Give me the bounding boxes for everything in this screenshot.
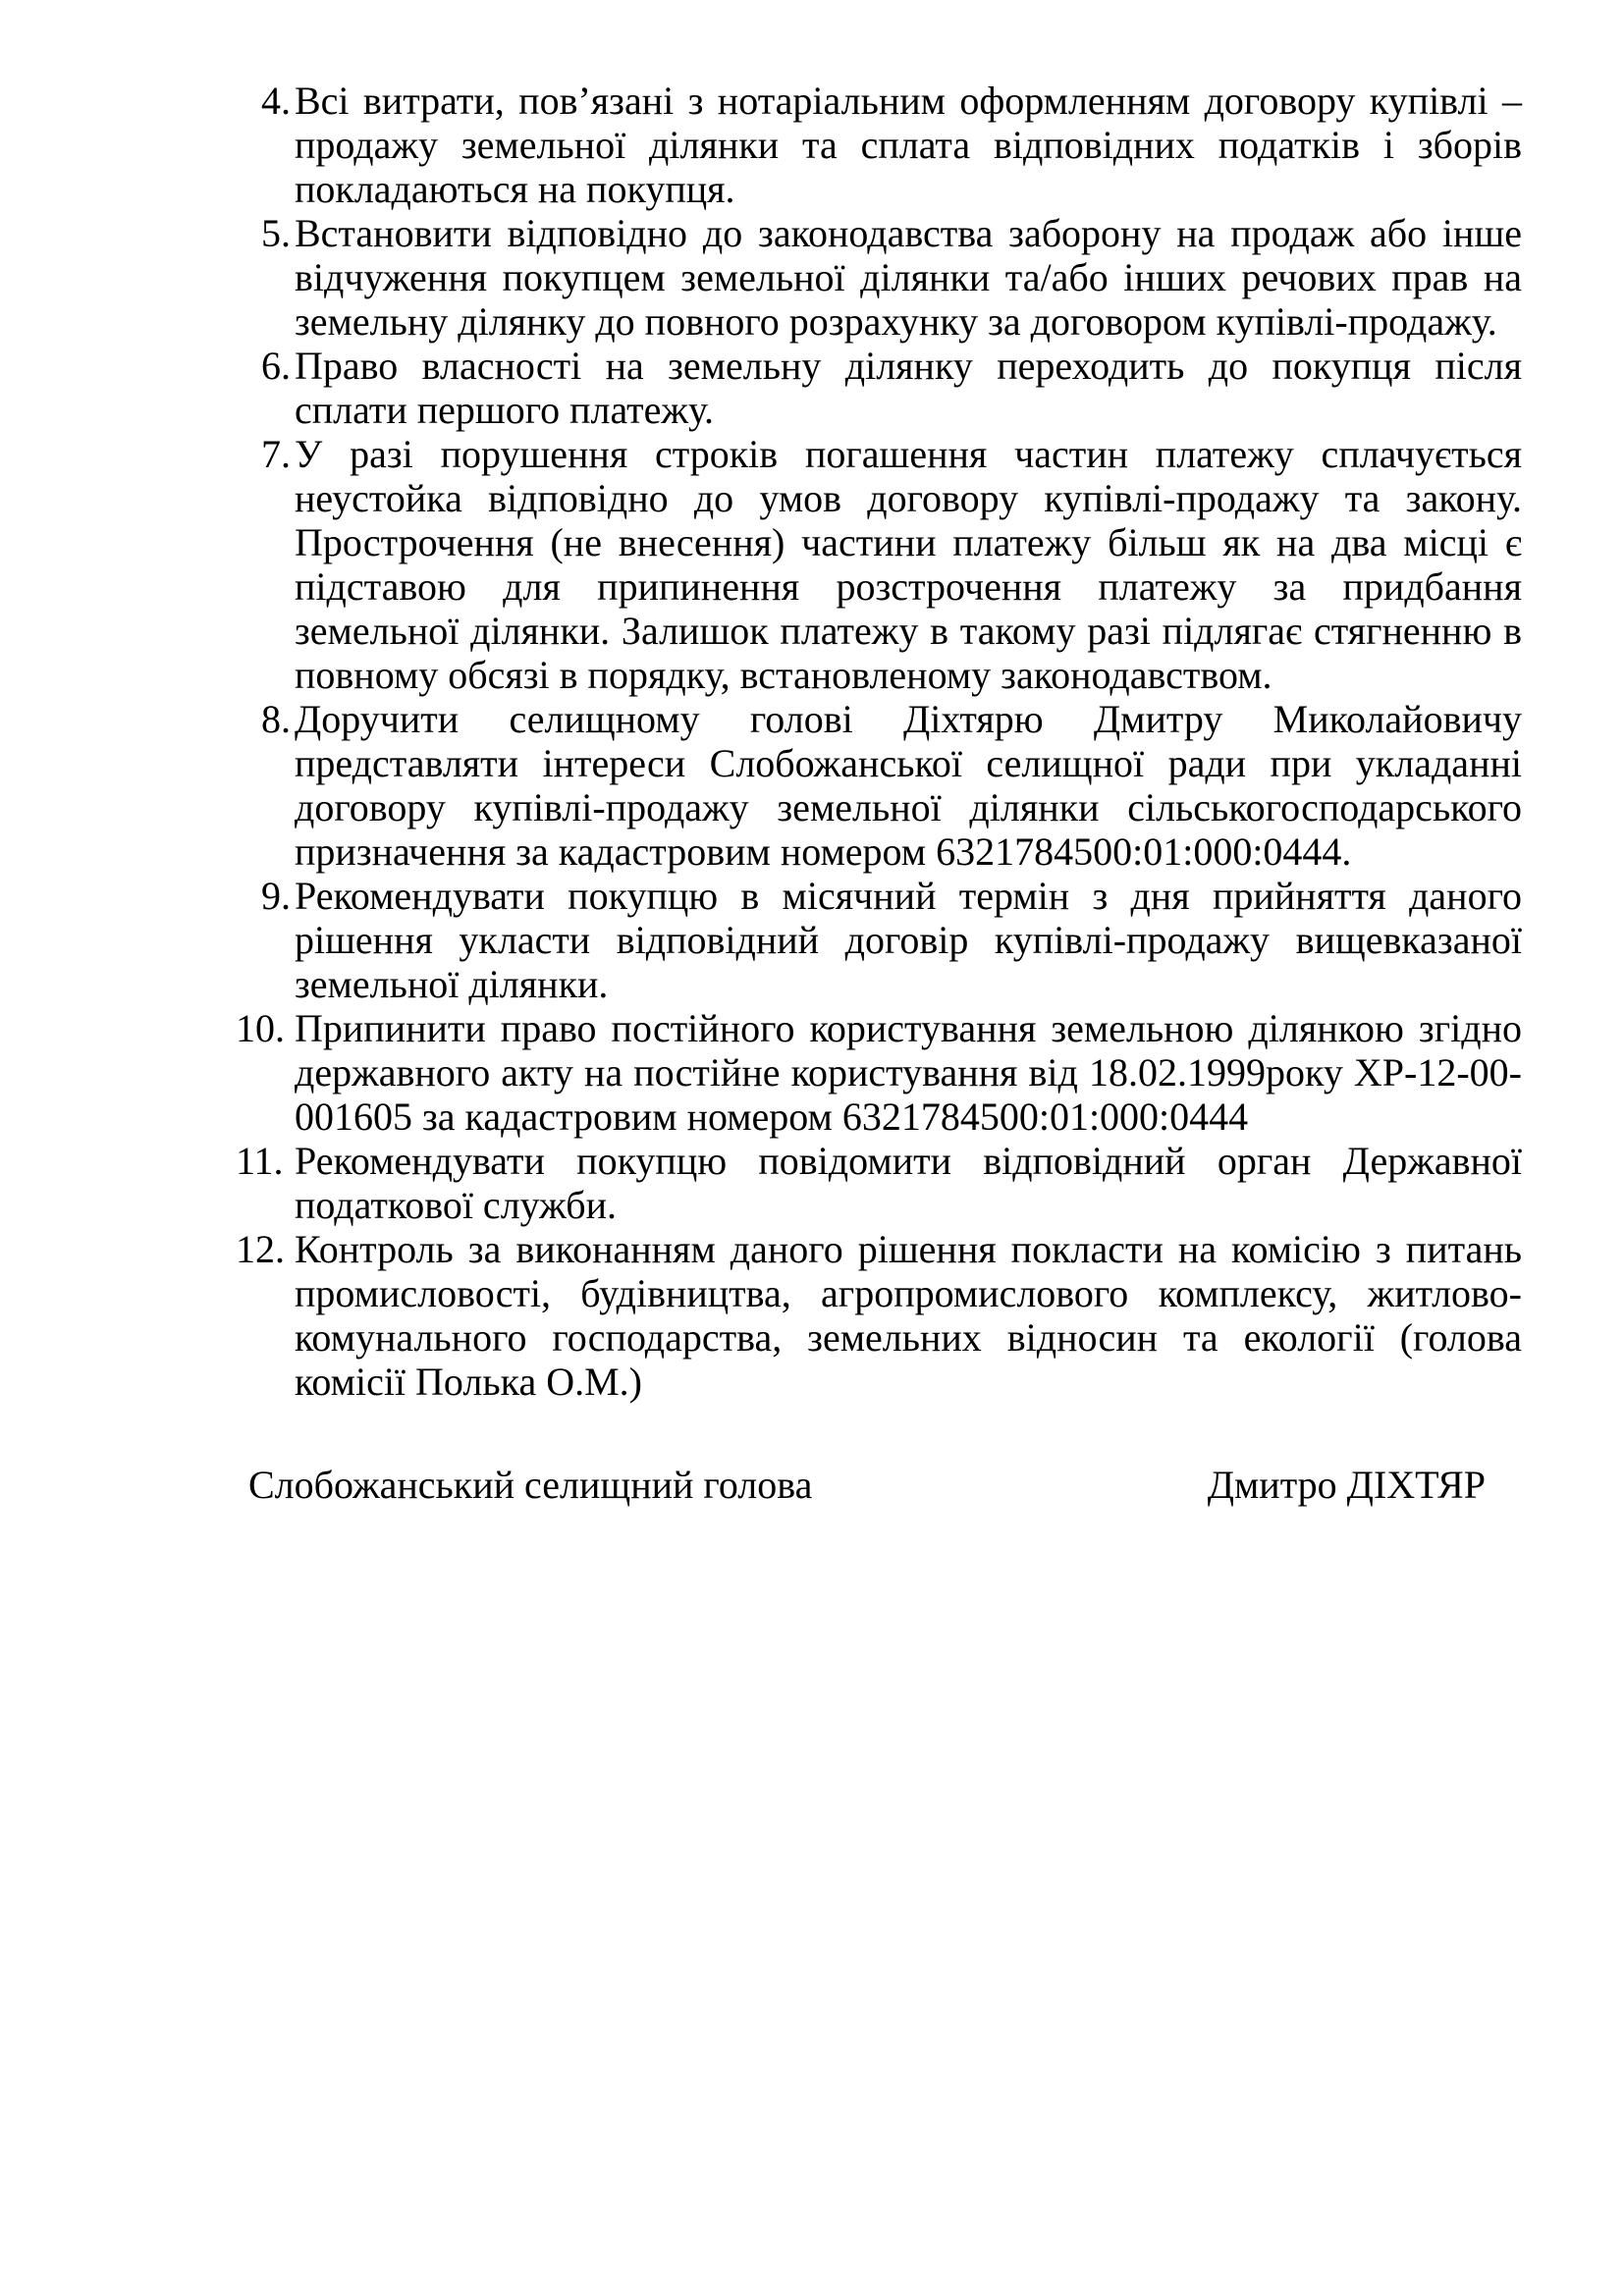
list-item <box>236 1006 1522 1139</box>
item-text: Встановити відповідно до законодавства заборону на продаж або інше відчуження покупцем земельної ділянки та/або інших речових прав на земельну ділянку до повного розрахунку за договором купівлі-продажу. <box>295 211 1522 344</box>
list-item <box>236 1139 1522 1227</box>
list-item <box>236 432 1522 697</box>
list-item <box>236 79 1522 211</box>
item-number: 10. <box>236 1006 285 1050</box>
list-item <box>236 344 1522 432</box>
signatory-title: Слобожанський селищний голова <box>248 1463 813 1507</box>
item-number: 6. <box>261 344 291 388</box>
signatory-name: Дмитро ДІХТЯР <box>1207 1463 1486 1507</box>
list-item <box>236 874 1522 1006</box>
item-number: 8. <box>261 697 291 741</box>
item-text: Всі витрати, пов’язані з нотаріальним оформленням договору купівлі – продажу земельної ділянки та сплата відповідних податків і зборів покладаються на покупця. <box>295 79 1522 211</box>
decision-items-list <box>236 79 1522 1404</box>
item-number: 9. <box>261 874 291 918</box>
item-number: 7. <box>261 432 291 476</box>
item-number: 11. <box>236 1139 284 1183</box>
item-text: Доручити селищному голові Діхтярю Дмитру Миколайовичу представляти інтереси Слобожанської селищної ради при укладанні договору купівлі-продажу земельної ділянки сільськогосподарського призначення за кадастровим номером 6321784500:01:000:0444. <box>295 697 1522 874</box>
item-number: 4. <box>261 79 291 123</box>
item-text: Припинити право постійного користування земельною ділянкою згідно державного акту на постійне користування від 18.02.1999року ХР-12-00-001605 за кадастровим номером 6321784500:01:000:0444 <box>295 1006 1522 1139</box>
item-number: 12. <box>236 1227 285 1271</box>
list-item <box>236 1227 1522 1404</box>
item-text: Рекомендувати покупцю повідомити відповідний орган Державної податкової служби. <box>295 1139 1522 1227</box>
item-number: 5. <box>261 211 291 255</box>
item-text: Рекомендувати покупцю в місячний термін з дня прийняття даного рішення укласти відповідний договір купівлі-продажу вищевказаної земельної ділянки. <box>295 874 1522 1006</box>
list-item <box>236 697 1522 874</box>
item-text: У разі порушення строків погашення частин платежу сплачується неустойка відповідно до умов договору купівлі-продажу та закону. Прострочення (не внесення) частини платежу більш як на два місці є підставою для припинення розстрочення платежу за придбання земельної ділянки. Залишок платежу в такому разі підлягає стягненню в повному обсязі в порядку, встановленому законодавством. <box>295 432 1522 697</box>
item-text: Контроль за виконанням даного рішення покласти на комісію з питань промисловості, будівництва, агропромислового комплексу, житлово-комунального господарства, земельних відносин та екології (голова комісії Полька О.М.) <box>295 1227 1522 1404</box>
list-item <box>236 211 1522 344</box>
signature-block <box>248 1463 1486 1507</box>
item-text: Право власності на земельну ділянку переходить до покупця після сплати першого платежу. <box>295 344 1522 432</box>
